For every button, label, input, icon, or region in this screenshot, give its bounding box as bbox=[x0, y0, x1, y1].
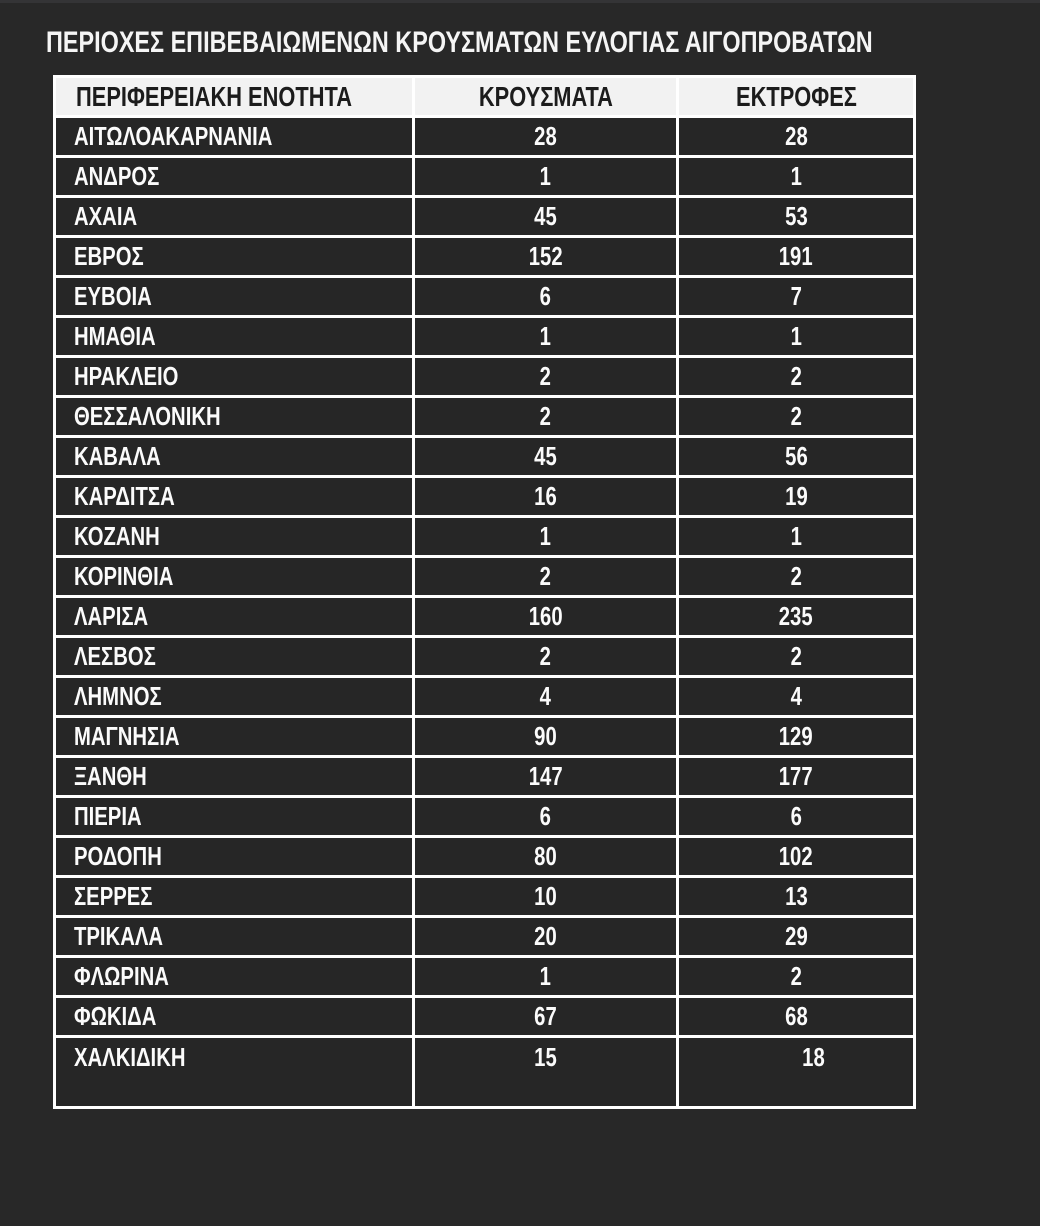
region-cell-value: ΦΛΩΡΙΝΑ bbox=[74, 961, 169, 991]
region-cell-value: ΤΡΙΚΑΛΑ bbox=[74, 921, 164, 951]
cases-cell-value: 2 bbox=[539, 361, 552, 391]
table-row bbox=[55, 437, 915, 477]
farms-cell-value: 7 bbox=[790, 281, 802, 311]
farms-cell-value: 235 bbox=[779, 601, 813, 631]
region-cell bbox=[55, 837, 414, 877]
table-row bbox=[55, 557, 915, 597]
table-row bbox=[55, 677, 915, 717]
cases-cell-value: 1 bbox=[539, 521, 552, 551]
region-cell-value: ΚΟΡΙΝΘΙΑ bbox=[74, 561, 174, 591]
region-cell-value: ΕΒΡΟΣ bbox=[74, 241, 144, 271]
region-cell bbox=[55, 397, 414, 437]
region-cell-value: ΑΝΔΡΟΣ bbox=[74, 161, 160, 191]
region-cell bbox=[55, 637, 414, 677]
farms-cell-value: 6 bbox=[790, 801, 802, 831]
farms-cell-value: 177 bbox=[779, 761, 813, 791]
table-row bbox=[55, 757, 915, 797]
table-row bbox=[55, 357, 915, 397]
cases-cell bbox=[414, 557, 678, 597]
region-cell bbox=[55, 517, 414, 557]
farms-cell bbox=[678, 717, 915, 757]
farms-cell-value: 13 bbox=[784, 881, 808, 911]
farms-cell bbox=[678, 757, 915, 797]
cases-cell bbox=[414, 1037, 678, 1108]
table-row bbox=[55, 637, 915, 677]
cases-cell bbox=[414, 997, 678, 1037]
region-cell bbox=[55, 197, 414, 237]
table-row bbox=[55, 957, 915, 997]
farms-cell-value: 1 bbox=[790, 321, 802, 351]
farms-cell bbox=[678, 917, 915, 957]
farms-cell bbox=[678, 797, 915, 837]
farms-cell bbox=[678, 1037, 915, 1108]
farms-cell bbox=[678, 837, 915, 877]
farms-cell-value: 68 bbox=[784, 1001, 808, 1031]
cases-cell bbox=[414, 877, 678, 917]
cases-cell-value: 2 bbox=[539, 561, 552, 591]
cases-cell-value: 80 bbox=[534, 841, 557, 871]
region-cell bbox=[55, 757, 414, 797]
region-cell-value: ΚΑΡΔΙΤΣΑ bbox=[74, 481, 175, 511]
cases-cell-value: 152 bbox=[528, 241, 563, 271]
table-row bbox=[55, 197, 915, 237]
cases-cell bbox=[414, 237, 678, 277]
page-title bbox=[46, 27, 1040, 59]
farms-cell bbox=[678, 397, 915, 437]
farms-cell-value: 2 bbox=[790, 361, 802, 391]
table-row bbox=[55, 877, 915, 917]
table-header-row bbox=[55, 77, 915, 117]
region-cell bbox=[55, 437, 414, 477]
cases-cell-value: 160 bbox=[528, 601, 563, 631]
region-cell-value: ΧΑΛΚΙΔΙΚΗ bbox=[74, 1042, 186, 1072]
region-cell-value: ΕΥΒΟΙΑ bbox=[74, 281, 152, 311]
table-row bbox=[55, 237, 915, 277]
region-cell-value: ΗΡΑΚΛΕΙΟ bbox=[74, 361, 179, 391]
cases-cell-value: 45 bbox=[534, 201, 557, 231]
farms-cell-value: 53 bbox=[784, 201, 808, 231]
region-cell bbox=[55, 797, 414, 837]
region-cell bbox=[55, 477, 414, 517]
farms-cell bbox=[678, 437, 915, 477]
cases-cell bbox=[414, 597, 678, 637]
farms-cell-value: 1 bbox=[790, 521, 802, 551]
cases-cell bbox=[414, 717, 678, 757]
cases-cell-value: 2 bbox=[539, 401, 552, 431]
cases-cell bbox=[414, 677, 678, 717]
column-header-farms bbox=[678, 77, 915, 117]
column-header-cases-label: ΚΡΟΥΣΜΑΤΑ bbox=[478, 80, 613, 112]
cases-cell-value: 10 bbox=[534, 881, 557, 911]
top-edge-highlight bbox=[0, 0, 1040, 3]
cases-cell-value: 16 bbox=[534, 481, 557, 511]
farms-cell bbox=[678, 957, 915, 997]
region-cell bbox=[55, 357, 414, 397]
cases-table bbox=[53, 75, 916, 1109]
farms-cell-value: 2 bbox=[790, 641, 802, 671]
region-cell-value: ΡΟΔΟΠΗ bbox=[74, 841, 162, 871]
region-cell-value: ΘΕΣΣΑΛΟΝΙΚΗ bbox=[74, 401, 221, 431]
cases-cell bbox=[414, 477, 678, 517]
region-cell-value: ΛΑΡΙΣΑ bbox=[74, 601, 149, 631]
farms-cell-value: 129 bbox=[779, 721, 813, 751]
farms-cell-value: 191 bbox=[779, 241, 813, 271]
cases-cell bbox=[414, 317, 678, 357]
table-row bbox=[55, 117, 915, 157]
cases-cell-value: 1 bbox=[539, 321, 552, 351]
region-cell bbox=[55, 277, 414, 317]
table-row bbox=[55, 717, 915, 757]
region-cell-value: ΛΕΣΒΟΣ bbox=[74, 641, 156, 671]
table-row bbox=[55, 837, 915, 877]
table-row bbox=[55, 917, 915, 957]
farms-cell bbox=[678, 317, 915, 357]
farms-cell bbox=[678, 157, 915, 197]
region-cell bbox=[55, 957, 414, 997]
farms-cell bbox=[678, 877, 915, 917]
region-cell-value: ΠΙΕΡΙΑ bbox=[74, 801, 142, 831]
region-cell bbox=[55, 317, 414, 357]
cases-cell-value: 67 bbox=[534, 1001, 557, 1031]
farms-cell bbox=[678, 637, 915, 677]
region-cell-value: ΑΙΤΩΛΟΑΚΑΡΝΑΝΙΑ bbox=[74, 121, 273, 151]
region-cell-value: ΞΑΝΘΗ bbox=[74, 761, 147, 791]
farms-cell-value: 19 bbox=[784, 481, 808, 511]
cases-cell-value: 15 bbox=[534, 1042, 557, 1072]
column-header-cases bbox=[414, 77, 678, 117]
region-cell-value: ΛΗΜΝΟΣ bbox=[74, 681, 162, 711]
farms-cell bbox=[678, 477, 915, 517]
region-cell-value: ΦΩΚΙΔΑ bbox=[74, 1001, 157, 1031]
region-cell bbox=[55, 877, 414, 917]
cases-cell bbox=[414, 117, 678, 157]
column-header-farms-label: ΕΚΤΡΟΦΕΣ bbox=[735, 80, 857, 112]
farms-cell bbox=[678, 237, 915, 277]
cases-cell-value: 45 bbox=[534, 441, 557, 471]
table-row bbox=[55, 597, 915, 637]
cases-cell bbox=[414, 277, 678, 317]
cases-cell bbox=[414, 517, 678, 557]
column-header-region-label: ΠΕΡΙΦΕΡΕΙΑΚΗ ΕΝΟΤΗΤΑ bbox=[76, 80, 352, 112]
region-cell bbox=[55, 717, 414, 757]
table-row bbox=[55, 517, 915, 557]
cases-cell bbox=[414, 437, 678, 477]
table-row bbox=[55, 1037, 915, 1108]
cases-cell bbox=[414, 157, 678, 197]
cases-cell-value: 1 bbox=[539, 961, 552, 991]
region-cell bbox=[55, 117, 414, 157]
cases-cell bbox=[414, 637, 678, 677]
farms-cell-value: 56 bbox=[784, 441, 808, 471]
table-row bbox=[55, 277, 915, 317]
cases-cell-value: 1 bbox=[539, 161, 552, 191]
farms-cell-value: 1 bbox=[790, 161, 802, 191]
cases-cell bbox=[414, 917, 678, 957]
table-body bbox=[55, 117, 915, 1108]
farms-cell bbox=[678, 197, 915, 237]
farms-cell-value: 2 bbox=[790, 961, 802, 991]
region-cell bbox=[55, 677, 414, 717]
farms-cell bbox=[678, 357, 915, 397]
region-cell bbox=[55, 1037, 414, 1108]
region-cell-value: ΚΟΖΑΝΗ bbox=[74, 521, 160, 551]
cases-cell bbox=[414, 357, 678, 397]
table-row bbox=[55, 397, 915, 437]
table-row bbox=[55, 157, 915, 197]
farms-cell-value: 4 bbox=[790, 681, 802, 711]
table-row bbox=[55, 477, 915, 517]
cases-cell-value: 6 bbox=[539, 801, 552, 831]
cases-cell bbox=[414, 197, 678, 237]
table-row bbox=[55, 997, 915, 1037]
farms-cell-value: 102 bbox=[779, 841, 813, 871]
cases-cell bbox=[414, 797, 678, 837]
cases-cell bbox=[414, 757, 678, 797]
region-cell bbox=[55, 917, 414, 957]
farms-cell-value: 29 bbox=[784, 921, 808, 951]
cases-cell-value: 20 bbox=[534, 921, 557, 951]
region-cell-value: ΜΑΓΝΗΣΙΑ bbox=[74, 721, 180, 751]
column-header-region bbox=[55, 77, 414, 117]
region-cell bbox=[55, 157, 414, 197]
cases-cell-value: 4 bbox=[539, 681, 552, 711]
cases-cell bbox=[414, 397, 678, 437]
farms-cell bbox=[678, 117, 915, 157]
region-cell bbox=[55, 597, 414, 637]
farms-cell-value: 2 bbox=[790, 401, 802, 431]
farms-cell bbox=[678, 677, 915, 717]
farms-cell-value: 28 bbox=[784, 121, 808, 151]
farms-cell bbox=[678, 557, 915, 597]
region-cell-value: ΑΧΑΙΑ bbox=[74, 201, 138, 231]
region-cell bbox=[55, 237, 414, 277]
cases-cell bbox=[414, 837, 678, 877]
region-cell bbox=[55, 997, 414, 1037]
farms-cell bbox=[678, 997, 915, 1037]
cases-cell-value: 147 bbox=[528, 761, 563, 791]
region-cell bbox=[55, 557, 414, 597]
region-cell-value: ΚΑΒΑΛΑ bbox=[74, 441, 161, 471]
farms-cell bbox=[678, 597, 915, 637]
cases-cell-value: 6 bbox=[539, 281, 552, 311]
cases-cell-value: 90 bbox=[534, 721, 557, 751]
farms-cell-value: 2 bbox=[790, 561, 802, 591]
farms-cell-value: 18 bbox=[801, 1042, 825, 1072]
region-cell-value: ΗΜΑΘΙΑ bbox=[74, 321, 156, 351]
farms-cell bbox=[678, 277, 915, 317]
region-cell-value: ΣΕΡΡΕΣ bbox=[74, 881, 153, 911]
cases-cell bbox=[414, 957, 678, 997]
cases-cell-value: 2 bbox=[539, 641, 552, 671]
table-row bbox=[55, 797, 915, 837]
page-title-text: ΠΕΡΙΟΧΕΣ ΕΠΙΒΕΒΑΙΩΜΕΝΩΝ ΚΡΟΥΣΜΑΤΩΝ ΕΥΛΟΓΙΑΣ ΑΙΓΟΠΡΟΒΑΤΩΝ bbox=[46, 26, 873, 59]
cases-cell-value: 28 bbox=[534, 121, 557, 151]
table-row bbox=[55, 317, 915, 357]
farms-cell bbox=[678, 517, 915, 557]
